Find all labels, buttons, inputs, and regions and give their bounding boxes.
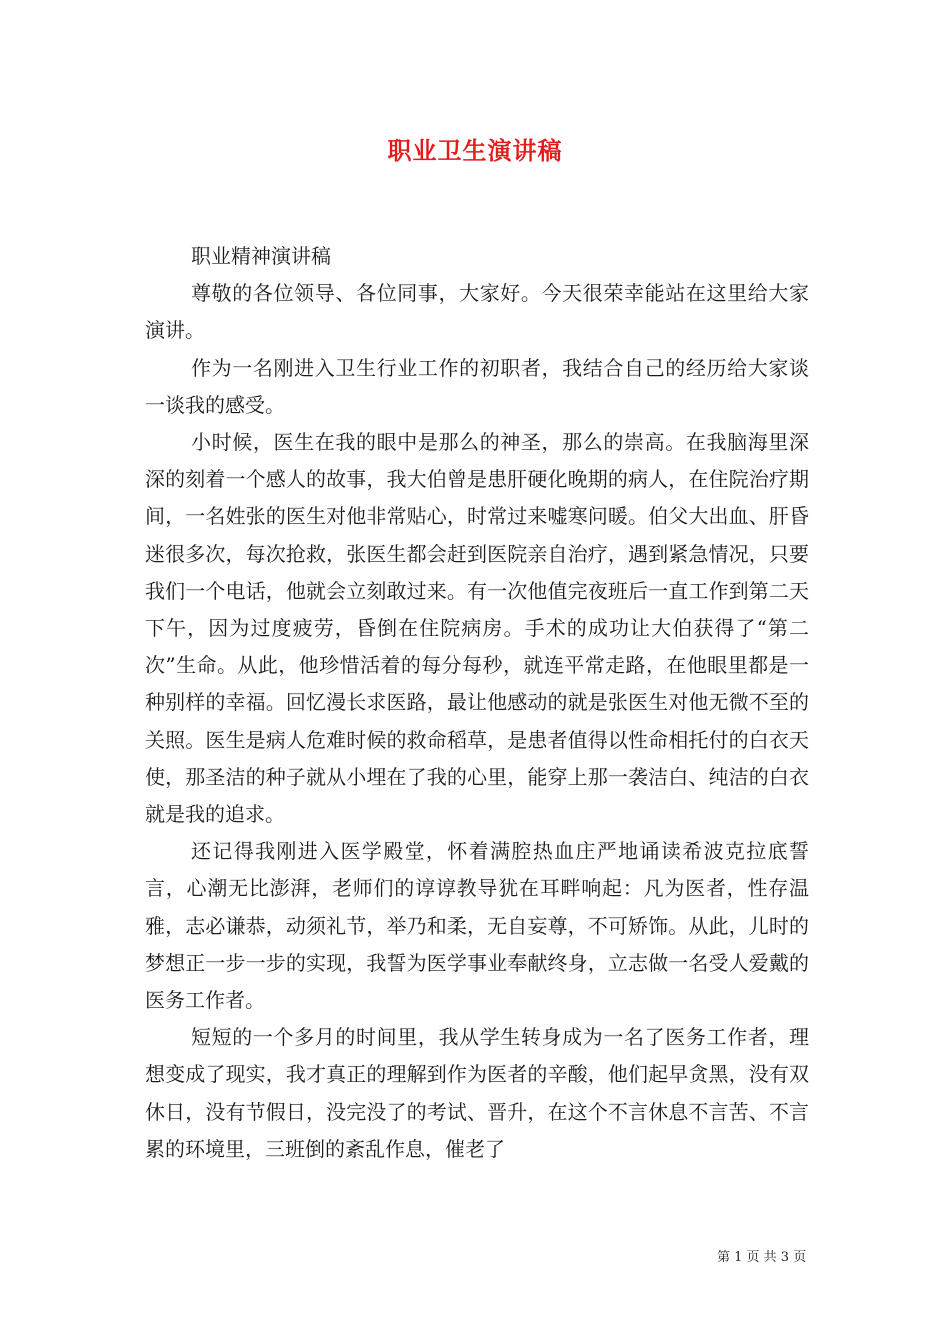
- document-title: 职业卫生演讲稿: [387, 136, 563, 165]
- paragraph: 小时候，医生在我的眼中是那么的神圣，那么的崇高。在我脑海里深深的刻着一个感人的故事，我大伯曾是患肝硬化晚期的病人，在住院治疗期间，一名姓张的医生对他非常贴心，时常过来嘘寒问暖。伯父大出血、肝昏迷很多次，每次抢救，张医生都会赶到医院亲自治疗，遇到紧急情况，只要我们一个电话，他就会立刻敢过来。有一次他值完夜班后一直工作到第二天下午，因为过度疲劳，昏倒在住院病房。手术的成功让大伯获得了“第二次”生命。从此，他珍惜活着的每分每秒，就连平常走路，在他眼里都是一种别样的幸福。回忆漫长求医路，最让他感动的就是张医生对他无微不至的关照。医生是病人危难时候的救命稻草，是患者值得以性命相托付的白衣天使，那圣洁的种子就从小埋在了我的心里，能穿上那一袭洁白、纯洁的白衣就是我的追求。: [145, 430, 809, 827]
- page-number: 第 1 页 共 3 页: [717, 1250, 807, 1265]
- paragraph: 还记得我刚进入医学殿堂，怀着满腔热血庄严地诵读希波克拉底誓言，心潮无比澎湃，老师们的谆谆教导犹在耳畔响起：凡为医者，性存温雅，志必谦恭，动须礼节，举乃和柔，无自妄尊，不可矫饰。从此，儿时的梦想正一步一步的实现，我誓为医学事业奉献终身，立志做一名受人爱戴的医务工作者。: [145, 839, 809, 1013]
- paragraph: 尊敬的各位领导、各位同事，大家好。今天很荣幸能站在这里给大家演讲。: [145, 281, 809, 343]
- paragraph: 作为一名刚进入卫生行业工作的初职者，我结合自己的经历给大家谈一谈我的感受。: [145, 355, 809, 417]
- document-subheading: 职业精神演讲稿: [191, 244, 331, 268]
- document-body: [145, 238, 809, 1168]
- paragraph: 短短的一个多月的时间里，我从学生转身成为一名了医务工作者，理想变成了现实，我才真正的理解到作为医者的辛酸，他们起早贪黑，没有双休日，没有节假日，没完没了的考试、晋升，在这个不言休息不言苦、不言累的环境里，三班倒的紊乱作息，催老了: [145, 1025, 809, 1161]
